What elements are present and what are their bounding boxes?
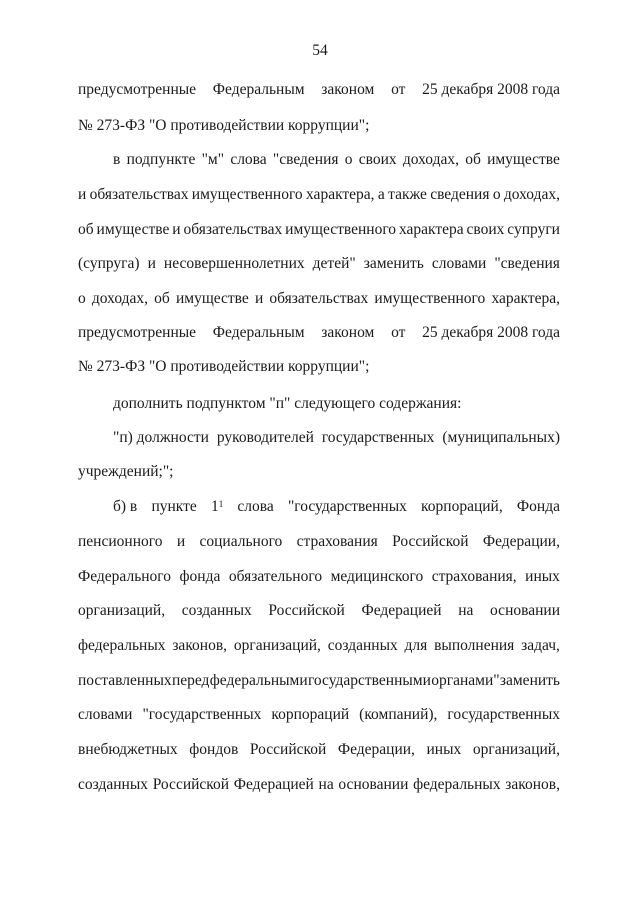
word: законом [321, 324, 375, 341]
text-line [78, 532, 560, 552]
word: обязательствах [183, 221, 283, 238]
word: корпораций [271, 706, 350, 723]
word: фонда [179, 568, 221, 585]
text-line: дополнить подпунктом "п" следующего содержания: [113, 395, 462, 412]
word: Фонда [516, 498, 560, 515]
word: государственными [307, 672, 431, 689]
word: словами [78, 706, 133, 723]
word: Федерального [78, 568, 172, 585]
word: Российской [249, 741, 327, 758]
word: на [458, 602, 474, 619]
word: супруги [507, 221, 560, 238]
word: а [377, 186, 385, 203]
word: Федеральным [212, 324, 305, 341]
word: основании [490, 602, 560, 619]
word: медицинского [330, 568, 424, 585]
word: Федеральным [212, 81, 305, 98]
superscript: 1 [218, 499, 224, 509]
word: в [113, 151, 121, 168]
word: слова [230, 151, 267, 168]
word: и [172, 221, 181, 238]
word: иных [426, 741, 462, 758]
word: федеральных [78, 637, 166, 654]
text-line [78, 289, 560, 309]
word: слова [237, 498, 274, 515]
word: руководителей [216, 429, 314, 446]
text-line [78, 220, 560, 240]
word: доходах, [402, 151, 459, 168]
word: имуществе [487, 151, 560, 168]
word: (супруга) [78, 255, 140, 272]
text-line: № 273-ФЗ "О противодействии коррупции"; [78, 358, 370, 375]
word: созданных [181, 602, 252, 619]
word: предусмотренные [78, 81, 197, 98]
word: для [404, 637, 428, 654]
word: организаций, [233, 637, 321, 654]
text-line [78, 567, 560, 587]
word: имуществе [96, 221, 170, 238]
word: своих [358, 151, 397, 168]
word: законов, [505, 776, 560, 793]
word: имуществе [175, 290, 249, 307]
word: о [492, 186, 501, 203]
page-number: 54 [312, 42, 328, 59]
word: от [391, 81, 406, 98]
word: б) в [113, 498, 138, 515]
word: "государственных [287, 498, 407, 515]
word: заменить [499, 672, 560, 689]
text-line [78, 705, 560, 725]
word: словами [431, 255, 487, 272]
word: государственных [447, 706, 560, 723]
word: от [391, 324, 406, 341]
word: характера, [491, 290, 560, 307]
word: Федерацией [233, 776, 314, 793]
word: также [388, 186, 427, 203]
word: Федерации, [482, 533, 560, 550]
word: страхования, [431, 568, 517, 585]
word: предусмотренные [78, 324, 197, 341]
word: характера, [306, 186, 375, 203]
word: обязательствах [269, 290, 369, 307]
word: об [154, 290, 170, 307]
word: выполнения [434, 637, 515, 654]
word: на [318, 776, 334, 793]
word: пункте [151, 498, 197, 515]
word: федеральными [209, 672, 308, 689]
text-line [78, 80, 560, 100]
word: Российской [268, 602, 345, 619]
word: корпораций, [421, 498, 503, 515]
word: несовершеннолетних [163, 255, 305, 272]
text-line [78, 671, 560, 691]
word: законом [321, 81, 375, 98]
word: Российской [392, 533, 469, 550]
text-line [113, 150, 560, 170]
text-line [78, 601, 560, 621]
word: пенсионного [78, 533, 163, 550]
word: сведения [430, 186, 490, 203]
word: созданных [327, 637, 398, 654]
word: "государственных [142, 706, 262, 723]
word: детей" [312, 255, 356, 272]
word: иных [525, 568, 560, 585]
word: и [147, 255, 156, 272]
word: характера [398, 221, 464, 238]
word: "сведения [494, 255, 560, 272]
word: внебюджетных [78, 741, 178, 758]
word: о [344, 151, 353, 168]
word: доходах, [503, 186, 560, 203]
word: фондов [189, 741, 239, 758]
word: созданных [78, 776, 148, 793]
text-line [113, 428, 560, 448]
word: обязательного [228, 568, 323, 585]
word: и [176, 533, 186, 550]
word: (муниципальных) [442, 429, 560, 446]
word: законов, [172, 637, 228, 654]
word: федеральных [413, 776, 501, 793]
word: организаций, [78, 602, 166, 619]
word: имущественного [191, 186, 303, 203]
word: 25 декабря 2008 года [422, 324, 560, 341]
text-line [78, 775, 560, 795]
word: подпункте [126, 151, 196, 168]
text-line [78, 636, 560, 656]
word: Российской [152, 776, 230, 793]
word: организаций, [472, 741, 560, 758]
word: заменить [363, 255, 424, 272]
word: о [78, 290, 86, 307]
text-line [78, 254, 560, 274]
text-line [78, 740, 560, 760]
word: перед [171, 672, 210, 689]
word: имущественного [285, 221, 397, 238]
text-line: № 273-ФЗ "О противодействии коррупции"; [78, 117, 370, 134]
word: имущественного [374, 290, 486, 307]
word: об [78, 221, 94, 238]
word: об [465, 151, 481, 168]
word: "п) должности [113, 429, 209, 446]
word: (компаний), [359, 706, 438, 723]
text-line: учреждений;"; [78, 463, 174, 480]
word: социального [199, 533, 283, 550]
word: "сведения [272, 151, 339, 168]
word: и [78, 186, 87, 203]
word: своих [466, 221, 505, 238]
word: и [254, 290, 264, 307]
word: поставленных [78, 672, 172, 689]
text-line [78, 185, 560, 205]
word: основании [338, 776, 409, 793]
word: обязательствах [89, 186, 189, 203]
word: государственных [321, 429, 435, 446]
text-line [113, 497, 560, 517]
word: $1^1$ [210, 498, 224, 515]
word: органами" [431, 672, 500, 689]
text-line [78, 323, 560, 343]
word: задач, [521, 637, 560, 654]
word: 25 декабря 2008 года [422, 81, 560, 98]
word: "м" [201, 151, 225, 168]
word: страхования [296, 533, 378, 550]
word: Федерацией [361, 602, 442, 619]
word: Федерации, [337, 741, 415, 758]
word: доходах, [91, 290, 149, 307]
